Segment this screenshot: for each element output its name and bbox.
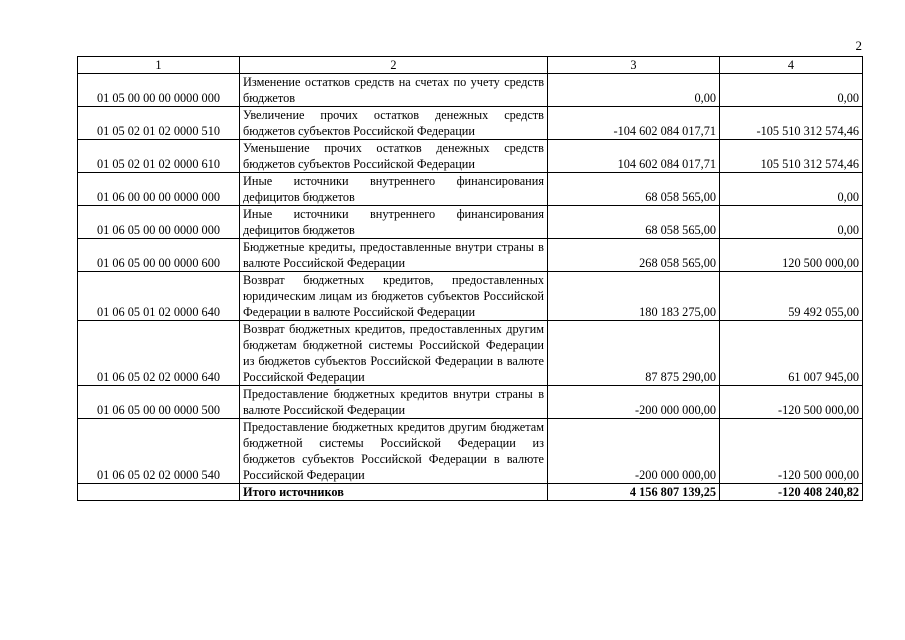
table-row <box>78 419 863 484</box>
source-name: Бюджетные кредиты, предоставленные внутри страны в валюте Российской Федерации <box>240 239 548 272</box>
table-row <box>78 206 863 239</box>
table-row <box>78 321 863 386</box>
source-name: Предоставление бюджетных кредитов другим бюджетам бюджетной системы Российской Федерации из бюджетов субъектов Российской Федерации в валюте Российской Федерации <box>240 419 548 484</box>
source-name: Возврат бюджетных кредитов, предоставленных другим бюджетам бюджетной системы Российской Федерации из бюджетов субъектов Российской Федерации в валюте Российской Федерации <box>240 321 548 386</box>
amount-col4: -120 500 000,00 <box>720 419 863 484</box>
amount-col3: 180 183 275,00 <box>548 272 720 321</box>
amount-col3: 0,00 <box>548 74 720 107</box>
total-amount-col3: 4 156 807 139,25 <box>548 484 720 501</box>
column-header-2: 2 <box>240 57 548 74</box>
classification-code: 01 06 00 00 00 0000 000 <box>78 173 240 206</box>
amount-col4: 0,00 <box>720 206 863 239</box>
amount-col4: -105 510 312 574,46 <box>720 107 863 140</box>
financing-sources-table <box>77 56 863 501</box>
table-row <box>78 386 863 419</box>
amount-col4: 105 510 312 574,46 <box>720 140 863 173</box>
classification-code: 01 06 05 00 00 0000 000 <box>78 206 240 239</box>
source-name: Предоставление бюджетных кредитов внутри страны в валюте Российской Федерации <box>240 386 548 419</box>
classification-code: 01 06 05 02 02 0000 640 <box>78 321 240 386</box>
amount-col3: 268 058 565,00 <box>548 239 720 272</box>
table-row <box>78 107 863 140</box>
source-name: Уменьшение прочих остатков денежных средств бюджетов субъектов Российской Федерации <box>240 140 548 173</box>
page-number: 2 <box>855 38 862 53</box>
amount-col4: 61 007 945,00 <box>720 321 863 386</box>
table-row <box>78 173 863 206</box>
classification-code: 01 06 05 02 02 0000 540 <box>78 419 240 484</box>
amount-col4: 0,00 <box>720 173 863 206</box>
source-name: Изменение остатков средств на счетах по учету средств бюджетов <box>240 74 548 107</box>
amount-col3: -200 000 000,00 <box>548 386 720 419</box>
total-code <box>78 484 240 501</box>
source-name: Возврат бюджетных кредитов, предоставленных юридическим лицам из бюджетов субъектов Российской Федерации в валюте Российской Федерации <box>240 272 548 321</box>
amount-col4: 120 500 000,00 <box>720 239 863 272</box>
classification-code: 01 05 00 00 00 0000 000 <box>78 74 240 107</box>
amount-col3: 68 058 565,00 <box>548 173 720 206</box>
source-name: Увеличение прочих остатков денежных средств бюджетов субъектов Российской Федерации <box>240 107 548 140</box>
amount-col4: -120 500 000,00 <box>720 386 863 419</box>
classification-code: 01 06 05 00 00 0000 600 <box>78 239 240 272</box>
classification-code: 01 05 02 01 02 0000 610 <box>78 140 240 173</box>
amount-col4: 0,00 <box>720 74 863 107</box>
table-row <box>78 239 863 272</box>
amount-col3: 104 602 084 017,71 <box>548 140 720 173</box>
classification-code: 01 06 05 01 02 0000 640 <box>78 272 240 321</box>
table-row <box>78 74 863 107</box>
column-header-4: 4 <box>720 57 863 74</box>
column-header-3: 3 <box>548 57 720 74</box>
table-row <box>78 140 863 173</box>
amount-col3: -200 000 000,00 <box>548 419 720 484</box>
amount-col4: 59 492 055,00 <box>720 272 863 321</box>
classification-code: 01 06 05 00 00 0000 500 <box>78 386 240 419</box>
source-name: Иные источники внутреннего финансирования дефицитов бюджетов <box>240 173 548 206</box>
amount-col3: 68 058 565,00 <box>548 206 720 239</box>
table-row <box>78 272 863 321</box>
column-header-1: 1 <box>78 57 240 74</box>
total-amount-col4: -120 408 240,82 <box>720 484 863 501</box>
amount-col3: 87 875 290,00 <box>548 321 720 386</box>
column-number-row <box>78 57 863 74</box>
classification-code: 01 05 02 01 02 0000 510 <box>78 107 240 140</box>
amount-col3: -104 602 084 017,71 <box>548 107 720 140</box>
total-row <box>78 484 863 501</box>
source-name: Иные источники внутреннего финансирования дефицитов бюджетов <box>240 206 548 239</box>
total-label: Итого источников <box>240 484 548 501</box>
